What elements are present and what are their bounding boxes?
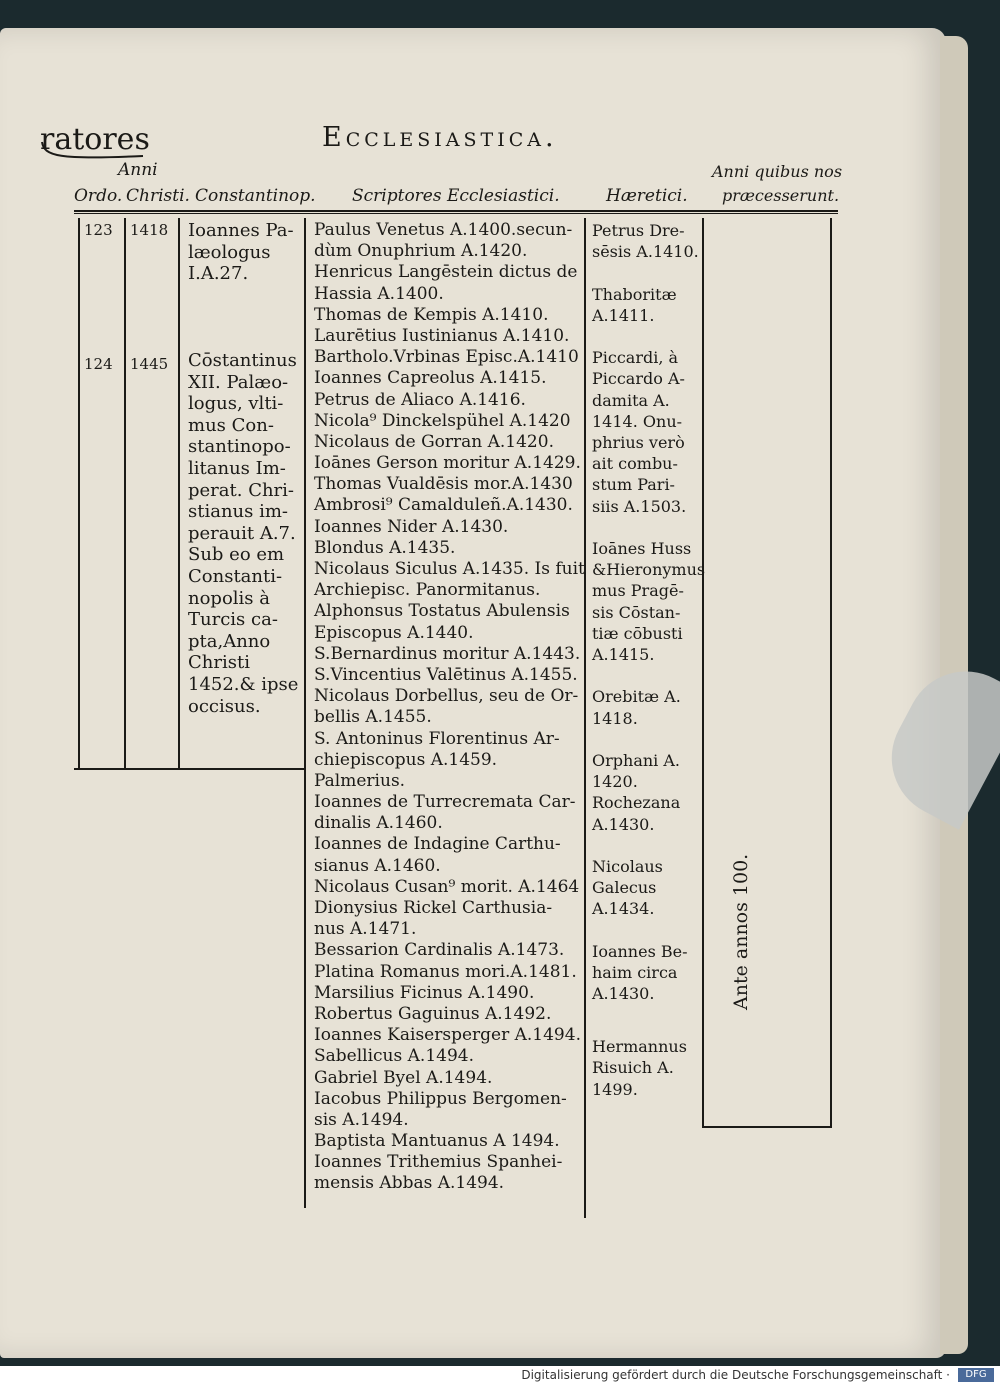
scriptor-line: S. Antoninus Florentinus Ar-: [314, 728, 560, 749]
scriptor-line: Petrus de Aliaco A.1416.: [314, 389, 526, 410]
scriptor-line: Bessarion Cardinalis A.1473.: [314, 940, 565, 961]
haereticus-entry: [592, 750, 680, 792]
haereticus-line: Orphani A.: [592, 751, 680, 770]
anni-block-rule: [704, 1126, 832, 1128]
scriptor-line: Hassia A.1400.: [314, 283, 444, 304]
haereticus-line: A.1415.: [592, 645, 655, 665]
dfg-logo: DFG: [958, 1368, 994, 1382]
haereticus-line: Orebitæ A.: [592, 687, 681, 707]
haereticus-line: damita A.: [592, 390, 670, 410]
running-head-title: Ecclesiastica.: [322, 122, 558, 153]
haereticus-line: Rochezana: [592, 793, 681, 813]
haereticus-line: A.1430.: [592, 814, 655, 834]
emperor-line: I.A.27.: [188, 263, 249, 285]
haereticus-line: Piccardo A-: [592, 369, 685, 389]
rule-ordo-right: [124, 218, 126, 768]
scriptor-line: Dionysius Rickel Carthusia-: [314, 898, 553, 918]
header-rule: [74, 210, 838, 212]
emperor-line: Sub eo em: [188, 544, 285, 566]
scriptor-line: Ioannes de Indagine Carthu-: [314, 834, 561, 855]
emperor-line: perauit A.7.: [188, 522, 296, 544]
scriptor-line: Ioannes Trithemius Spanhei-: [314, 1152, 563, 1173]
haereticus-entry: [592, 686, 681, 728]
scriptor-line: dùm Onuphrium A.1420.: [314, 241, 528, 262]
ordo-123: 123: [84, 221, 113, 239]
scriptor-line: Thomas de Kempis A.1410.: [314, 304, 549, 325]
scriptor-line: Archiepisc. Panormitanus.: [314, 580, 541, 601]
scriptores-column: [314, 220, 585, 1195]
scriptor-line: Blondus A.1435.: [314, 537, 456, 558]
scriptor-line: Nicolaus Cusan⁹ morit. A.1464: [314, 876, 580, 897]
christi-1418: 1418: [130, 221, 169, 239]
haereticus-line: haim circa: [592, 963, 678, 982]
footer-credit: Digitalisierung gefördert durch die Deutsche Forschungsgemeinschaft ·: [521, 1368, 950, 1382]
haereticus-line: Petrus Dre-: [592, 221, 685, 240]
haereticus-line: sis Cōstan-: [592, 602, 681, 622]
running-head-left: ratores: [40, 122, 150, 157]
rule-anni-right: [830, 218, 832, 1128]
haereticus-line: A.1430.: [592, 984, 655, 1004]
header-anni-quibus: Anni quibus nos: [712, 162, 843, 181]
haereticus-line: Risuich A.: [592, 1058, 674, 1078]
header-haeretici: Hæretici.: [606, 186, 688, 206]
haereticus-line: siis A.1503.: [592, 496, 687, 516]
emperor-line: litanus Im-: [188, 457, 286, 479]
haereticus-line: tiæ cōbusti: [592, 623, 683, 643]
haereticus-line: phrius verò: [592, 433, 685, 452]
haereticus-line: A.1411.: [592, 305, 655, 325]
scriptor-line: dinalis A.1460.: [314, 813, 443, 834]
emperor-line: Turcis ca-: [188, 609, 278, 631]
scriptor-line: S.Vincentius Valētinus A.1455.: [314, 664, 578, 685]
haereticus-line: 1418.: [592, 708, 638, 728]
christi-1445: 1445: [130, 355, 169, 373]
scriptor-line: Palmerius.: [314, 770, 406, 791]
emperor-line: mus Con-: [188, 414, 274, 436]
scriptor-line: Nicolaus Dorbellus, seu de Or-: [314, 686, 579, 707]
scriptor-line: Alphonsus Tostatus Abulensis: [314, 601, 570, 622]
scriptor-line: chiepiscopus A.1459.: [314, 749, 498, 770]
scriptor-line: Robertus Gaguinus A.1492.: [314, 1003, 552, 1024]
emperor-line: logus, vlti-: [188, 393, 284, 415]
header-scriptores: Scriptores Ecclesiastici.: [352, 186, 560, 206]
emperor-line: XII. Palæo-: [188, 371, 289, 393]
scriptor-line: bellis A.1455.: [314, 707, 432, 728]
emperor-line: læologus: [188, 241, 271, 263]
scriptor-line: Platina Romanus mori.A.1481.: [314, 961, 577, 982]
rule-christi-right: [178, 218, 180, 768]
haereticus-entry: [592, 347, 686, 517]
emperor-line: Cōstantinus: [188, 350, 297, 371]
header-praecesserunt: præcesserunt.: [722, 186, 840, 205]
rule-haeretici-right: [702, 218, 704, 1128]
haereticus-line: &Hieronymus: [592, 560, 706, 580]
emperor-row-123: [188, 220, 294, 285]
emperor-line: stianus im-: [188, 501, 289, 523]
scriptor-line: S.Bernardinus moritur A.1443.: [314, 643, 581, 664]
scriptor-line: Ioannes Nider A.1430.: [314, 516, 509, 537]
scriptor-line: sis A.1494.: [314, 1109, 409, 1130]
scriptor-line: nus A.1471.: [314, 919, 417, 940]
header-rule-thin: [74, 213, 838, 214]
emperor-row-124: [188, 350, 298, 717]
scriptor-line: Thomas Vualdēsis mor.A.1430: [314, 474, 573, 495]
emperor-line: 1452.& ipse: [188, 673, 299, 695]
haereticus-entry: [592, 284, 677, 326]
emperor-block-rule: [74, 768, 306, 770]
haereticus-line: ait combu-: [592, 454, 678, 474]
scriptor-line: Laurētius Iustinianus A.1410.: [314, 325, 570, 346]
scriptor-line: Paulus Venetus A.1400.secun-: [314, 220, 573, 240]
rule-ordo-left: [78, 218, 80, 768]
scriptor-line: Ioannes Kaisersperger A.1494.: [314, 1025, 581, 1046]
haereticus-line: Ioannes Be-: [592, 941, 688, 961]
scriptor-line: Baptista Mantuanus A 1494.: [314, 1131, 560, 1152]
header-constantinop: Constantinop.: [195, 186, 316, 206]
haereticus-line: Ioānes Huss: [592, 539, 692, 558]
side-note-ante-annos: Ante annos 100.: [730, 853, 752, 1010]
haereticus-line: 1499.: [592, 1079, 638, 1099]
haereticus-line: Thaboritæ: [592, 284, 677, 304]
haereticus-line: Nicolaus: [592, 857, 663, 876]
haereticus-line: mus Pragē-: [592, 581, 684, 601]
haereticus-line: Piccardi, à: [592, 348, 679, 368]
emperor-line: nopolis à: [188, 587, 270, 609]
scriptor-line: Ioannes Capreolus A.1415.: [314, 368, 547, 389]
haereticus-line: 1414. Onu-: [592, 411, 683, 431]
scriptor-line: Episcopus A.1440.: [314, 622, 474, 643]
emperor-line: occisus.: [188, 695, 261, 717]
scriptor-line: Ioannes de Turrecremata Car-: [314, 792, 576, 813]
scriptor-line: Marsilius Ficinus A.1490.: [314, 982, 535, 1003]
emperor-line: pta,Anno: [188, 630, 271, 652]
header-anni: Anni: [118, 160, 158, 180]
scriptor-line: mensis Abbas A.1494.: [314, 1173, 505, 1194]
scriptor-line: Gabriel Byel A.1494.: [314, 1067, 493, 1088]
haereticus-line: stum Pari-: [592, 475, 675, 495]
scriptor-line: Bartholo.Vrbinas Episc.A.1410: [314, 347, 579, 368]
ordo-124: 124: [84, 355, 113, 373]
haereticus-entry: [592, 792, 680, 834]
emperor-line: Ioannes Pa-: [188, 220, 294, 241]
haereticus-entry: [592, 538, 705, 665]
haereticus-line: 1420.: [592, 772, 638, 792]
scriptor-line: Iacobus Philippus Bergomen-: [314, 1088, 567, 1109]
scriptor-line: Sabellicus A.1494.: [314, 1046, 474, 1067]
haereticus-line: A.1434.: [592, 899, 655, 919]
scriptor-line: Henricus Langēstein dictus de: [314, 262, 578, 283]
emperor-line: perat. Chri-: [188, 479, 294, 501]
header-ordo: Ordo.: [74, 186, 123, 206]
haereticus-entry: [592, 220, 699, 262]
emperor-line: Constanti-: [188, 565, 283, 587]
haereticus-entry: [592, 941, 688, 1005]
haereticus-entry: [592, 1036, 687, 1100]
scriptor-line: sianus A.1460.: [314, 855, 441, 876]
scriptor-line: Nicola⁹ Dinckelspühel A.1420: [314, 410, 571, 431]
scriptor-line: Ioānes Gerson moritur A.1429.: [314, 453, 581, 474]
emperor-line: stantinopo-: [188, 436, 291, 458]
haereticus-line: Galecus: [592, 878, 657, 898]
rule-constantinop-right: [304, 218, 306, 1208]
haereticus-line: sēsis A.1410.: [592, 242, 699, 262]
footer-bar: [0, 1366, 1000, 1386]
header-christi: Christi.: [126, 186, 190, 206]
scriptor-line: Nicolaus Siculus A.1435. Is fuit: [314, 559, 585, 579]
scriptor-line: Nicolaus de Gorran A.1420.: [314, 431, 554, 452]
emperor-line: Christi: [188, 652, 250, 674]
haereticus-entry: [592, 856, 663, 920]
haereticus-line: Hermannus: [592, 1037, 687, 1057]
scriptor-line: Ambrosi⁹ Camalduleñ.A.1430.: [314, 495, 573, 516]
